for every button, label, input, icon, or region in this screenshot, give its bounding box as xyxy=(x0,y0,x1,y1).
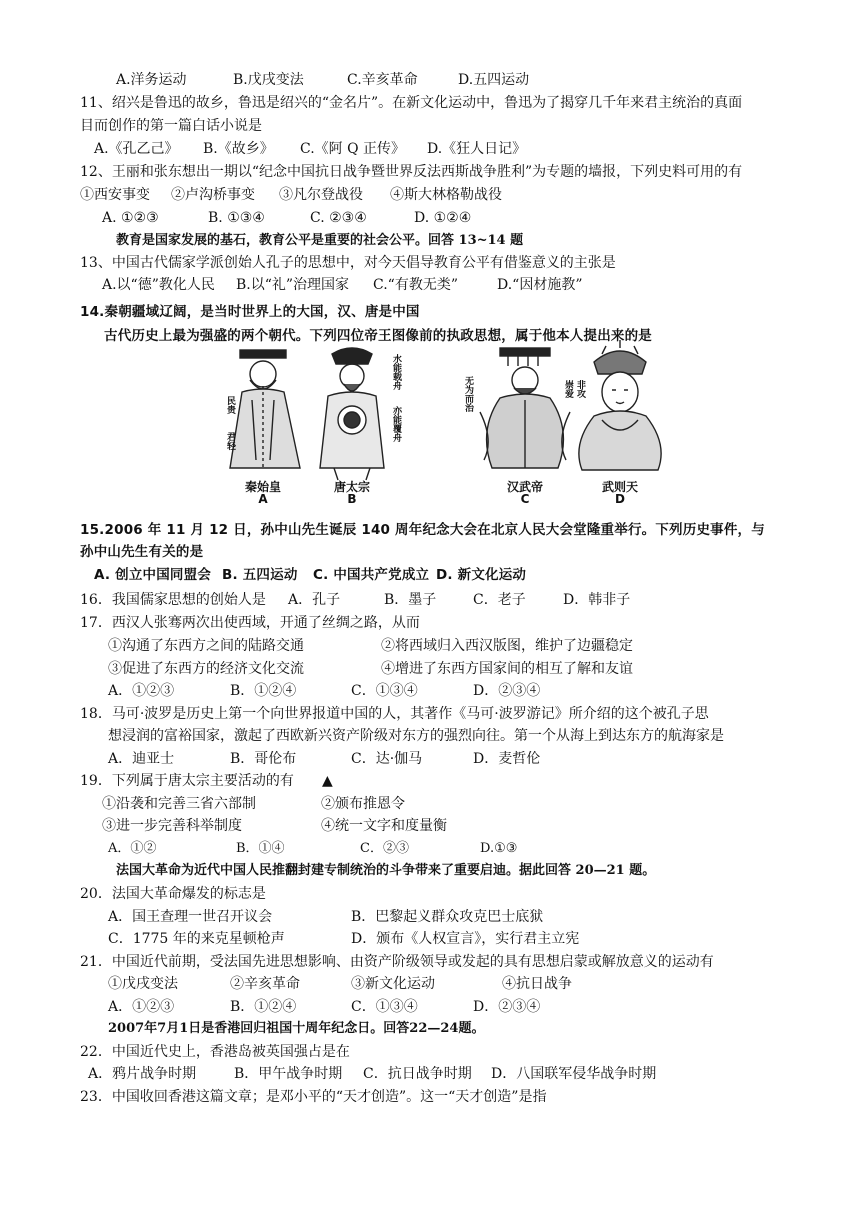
q22-option-c: C．抗日战争时期 xyxy=(363,1066,472,1082)
q21-option-b: B．①②④ xyxy=(230,999,297,1015)
q18-stem-line1: 18．马可·波罗是历史上第一个向世界报道中国的人，其著作《马可·波罗游记》所介绍的这个被孔子思 xyxy=(80,706,709,722)
fig-b-slogan-1: 水能载舟 xyxy=(391,354,401,390)
q19-option-c: C．②③ xyxy=(360,841,409,856)
q13-stem: 13、中国古代儒家学派创始人孔子的思想中，对今天倡导教育公平有借鉴意义的主张是 xyxy=(80,255,616,271)
fig-d-slogan-2: 非攻 xyxy=(575,380,585,398)
q11-option-d: D.《狂人日记》 xyxy=(427,141,527,157)
section-intro-20-21: 法国大革命为近代中国人民推翻封建专制统治的斗争带来了重要启迪。据此回答 20—21 题。 xyxy=(116,863,656,878)
fig-a-letter: A xyxy=(258,492,268,506)
q17-stem: 17．西汉人张骞两次出使西域，开通了丝绸之路，从而 xyxy=(80,615,420,631)
q20-stem: 20．法国大革命爆发的标志是 xyxy=(80,886,266,902)
q16-option-c: C．老子 xyxy=(473,592,526,608)
q11-option-a: A.《孔乙己》 xyxy=(94,141,179,157)
q12-option-d: D. ①②④ xyxy=(414,210,472,226)
q13-option-d: D.“因材施教” xyxy=(497,277,583,293)
q14-stem-line1: 14.秦朝疆域辽阔，是当时世界上的大国，汉、唐是中国 xyxy=(80,304,420,320)
q14-stem-line2: 古代历史上最为强盛的两个朝代。下列四位帝王图像前的执政思想，属于他本人提出来的是 xyxy=(104,328,652,344)
q11-stem-line1: 11、绍兴是鲁迅的故乡，鲁迅是绍兴的“金名片”。在新文化运动中，鲁迅为了揭穿几千年来君主统治的真面 xyxy=(80,95,743,111)
q12-item-4: ④斯大林格勒战役 xyxy=(390,187,502,203)
q18-option-c: C．达·伽马 xyxy=(351,751,423,767)
q17-item-3: ③促进了东西方的经济文化交流 xyxy=(108,661,304,677)
q12-option-b: B. ①③④ xyxy=(208,210,265,226)
q18-option-b: B．哥伦布 xyxy=(230,751,297,767)
q15-option-d: D. 新文化运动 xyxy=(436,567,527,583)
q22-option-d: D．八国联军侵华战争时期 xyxy=(491,1066,657,1082)
q19-option-d: D.①③ xyxy=(480,841,518,856)
q18-option-d: D．麦哲伦 xyxy=(473,751,541,767)
figure-qin-shihuang xyxy=(230,350,300,468)
q12-item-2: ②卢沟桥事变 xyxy=(171,187,255,203)
fig-a-slogan-2: 君轻 xyxy=(225,432,235,450)
q10-option-d: D.五四运动 xyxy=(458,72,530,88)
q19-option-a: A．①② xyxy=(108,841,157,856)
q12-item-1: ①西安事变 xyxy=(80,187,150,203)
q20-option-d: D．颁布《人权宣言》，实行君主立宪 xyxy=(351,931,580,947)
q12-item-3: ③凡尔登战役 xyxy=(279,187,363,203)
q17-option-b: B．①②④ xyxy=(230,683,297,699)
q19-item-4: ④统一文字和度量衡 xyxy=(321,818,447,834)
q22-option-b: B．甲午战争时期 xyxy=(234,1066,343,1082)
figure-tang-taizong xyxy=(320,348,384,480)
fig-d-slogan-1: 崇爱 xyxy=(563,380,573,398)
q13-option-b: B.以“礼”治理国家 xyxy=(236,277,350,293)
figure-han-wudi xyxy=(480,348,570,468)
fig-a-slogan-1: 民贵 xyxy=(225,396,235,414)
q15-stem-line1: 15.2006 年 11 月 12 日，孙中山先生诞辰 140 周年纪念大会在北京人民大会堂隆重举行。下列历史事件，与 xyxy=(80,522,765,538)
q17-item-1: ①沟通了东西方之间的陆路交通 xyxy=(108,638,304,654)
q11-option-c: C.《阿 Q 正传》 xyxy=(300,141,406,157)
q11-option-b: B.《故乡》 xyxy=(203,141,274,157)
q21-item-4: ④抗日战争 xyxy=(502,976,572,992)
fig-b-letter: B xyxy=(347,492,357,506)
q19-option-b: B．①④ xyxy=(236,841,285,856)
fig-a-name: 秦始皇 xyxy=(244,480,281,494)
fig-c-slogan-1: 无为而治 xyxy=(463,376,473,412)
fig-b-name: 唐太宗 xyxy=(333,480,370,494)
fig-c-name: 汉武帝 xyxy=(506,480,543,494)
q21-item-2: ②辛亥革命 xyxy=(230,976,300,992)
q16-stem: 16．我国儒家思想的创始人是 xyxy=(80,592,266,608)
q16-option-b: B．墨子 xyxy=(384,592,437,608)
q16-option-d: D．韩非子 xyxy=(563,592,631,608)
q23-stem: 23．中国收回香港这篇文章；是邓小平的“天才创造”。这一“天才创造”是指 xyxy=(80,1089,547,1105)
q11-stem-line2: 目而创作的第一篇白话小说是 xyxy=(80,118,262,134)
q17-option-d: D．②③④ xyxy=(473,683,541,699)
q18-option-a: A．迪亚士 xyxy=(108,751,175,767)
q17-option-c: C．①③④ xyxy=(351,683,418,699)
q21-option-a: A．①②③ xyxy=(108,999,175,1015)
q10-option-b: B.戊戌变法 xyxy=(233,72,304,88)
q15-stem-line2: 孙中山先生有关的是 xyxy=(80,544,204,560)
q12-option-c: C. ②③④ xyxy=(310,210,367,226)
fig-d-letter: D xyxy=(615,492,625,506)
q19-stem: 19．下列属于唐太宗主要活动的有 xyxy=(80,773,294,789)
q20-option-a: A．国王查理一世召开议会 xyxy=(108,909,273,925)
q15-option-a: A. 创立中国同盟会 xyxy=(94,567,212,583)
q22-option-a: A．鸦片战争时期 xyxy=(88,1066,197,1082)
section-intro-13-14: 教育是国家发展的基石，教育公平是重要的社会公平。回答 13~14 题 xyxy=(116,233,524,248)
q19-answer-mark: ▲ xyxy=(322,773,333,789)
q18-stem-line2: 想浸润的富裕国家，激起了西欧新兴资产阶级对东方的强烈向往。第一个从海上到达东方的航海家是 xyxy=(108,728,724,744)
q15-option-c: C. 中国共产党成立 xyxy=(313,567,430,583)
q21-item-1: ①戊戌变法 xyxy=(108,976,178,992)
q13-option-a: A.以“德”教化人民 xyxy=(102,277,215,293)
q17-item-4: ④增进了东西方国家间的相互了解和友谊 xyxy=(381,661,633,677)
q20-option-c: C．1775 年的来克星顿枪声 xyxy=(108,931,285,947)
q12-option-a: A. ①②③ xyxy=(102,210,159,226)
q20-option-b: B．巴黎起义群众攻克巴士底狱 xyxy=(351,909,544,925)
q17-item-2: ②将西域归入西汉版图，维护了边疆稳定 xyxy=(381,638,633,654)
q21-option-c: C．①③④ xyxy=(351,999,418,1015)
fig-b-slogan-2: 亦能覆舟 xyxy=(391,406,401,442)
section-intro-22-24: 2007年7月1日是香港回归祖国十周年纪念日。回答22—24题。 xyxy=(108,1021,485,1036)
q16-option-a: A．孔子 xyxy=(288,592,341,608)
q19-item-1: ①沿袭和完善三省六部制 xyxy=(102,796,256,812)
q14-emperor-figures xyxy=(222,340,662,510)
q19-item-2: ②颁布推恩令 xyxy=(321,796,405,812)
q10-option-c: C.辛亥革命 xyxy=(347,72,418,88)
fig-d-name: 武则天 xyxy=(601,480,638,494)
q10-option-a: A.洋务运动 xyxy=(116,72,187,88)
q19-item-3: ③进一步完善科举制度 xyxy=(102,818,242,834)
q12-stem-line1: 12、王丽和张东想出一期以“纪念中国抗日战争暨世界反法西斯战争胜利”为专题的墙报，下列史料可用的有 xyxy=(80,164,743,180)
q17-option-a: A．①②③ xyxy=(108,683,175,699)
q21-stem: 21．中国近代前期，受法国先进思想影响、由资产阶级领导或发起的具有思想启蒙或解放意义的运动有 xyxy=(80,954,714,970)
figure-wu-zetian xyxy=(579,340,661,470)
q22-stem: 22．中国近代史上，香港岛被英国强占是在 xyxy=(80,1044,350,1060)
q21-option-d: D．②③④ xyxy=(473,999,541,1015)
q21-item-3: ③新文化运动 xyxy=(351,976,435,992)
q13-option-c: C.“有教无类” xyxy=(373,277,458,293)
q15-option-b: B. 五四运动 xyxy=(222,567,298,583)
fig-c-letter: C xyxy=(520,492,530,506)
